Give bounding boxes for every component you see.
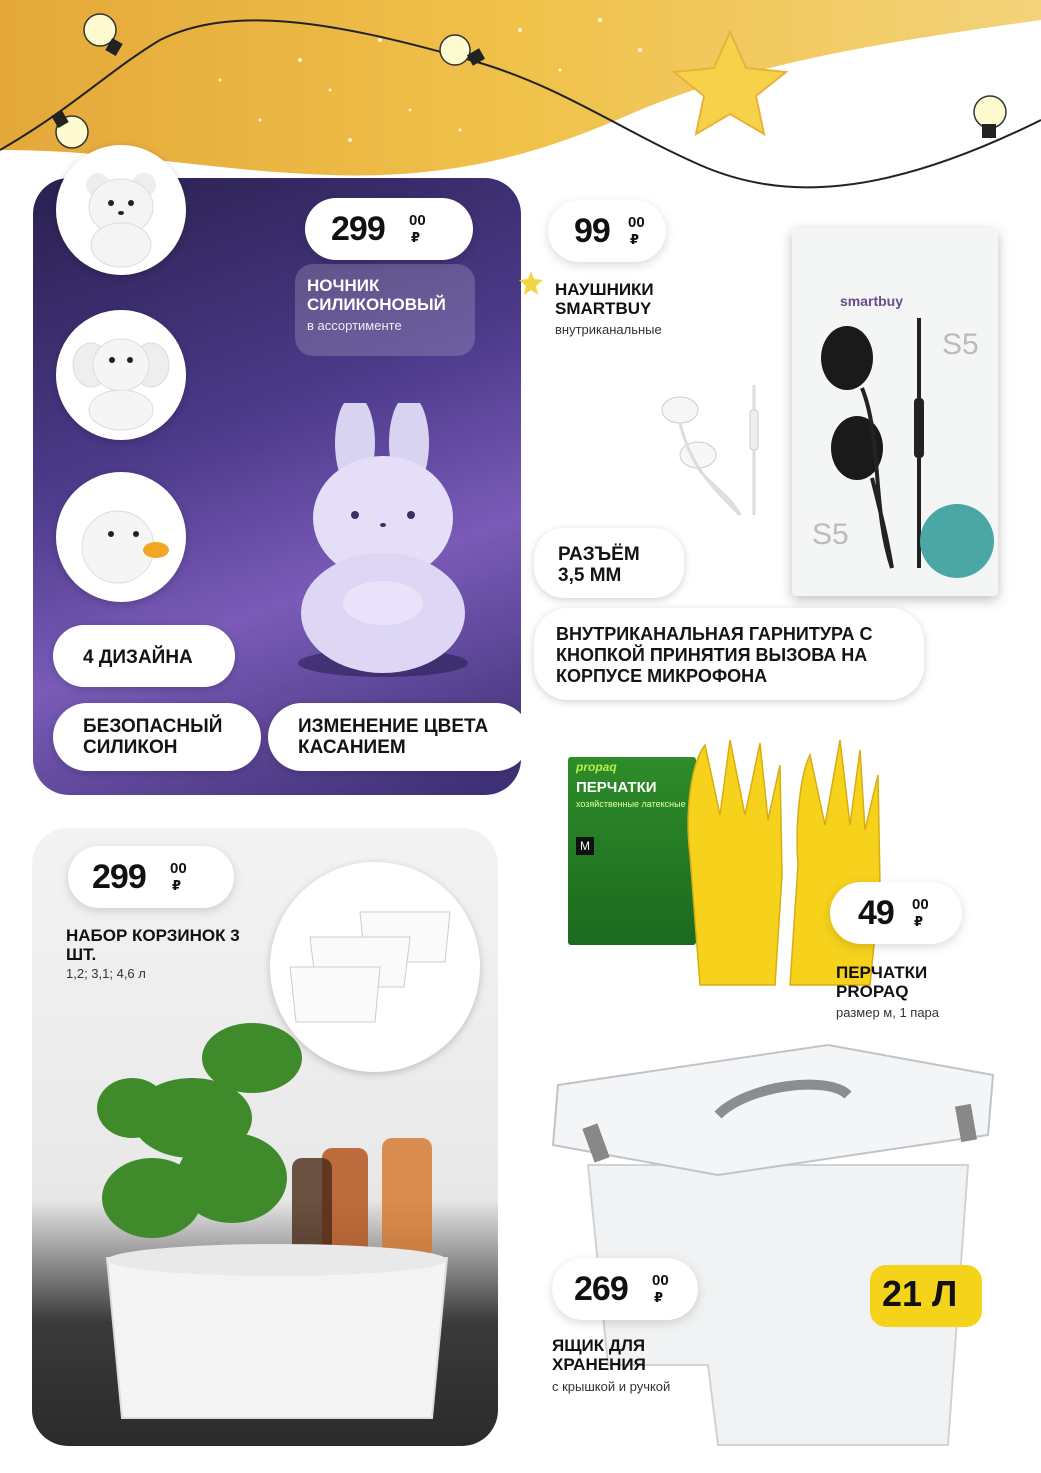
price-kopecks: 00: [652, 1272, 669, 1289]
currency-sign: ₽: [411, 230, 421, 245]
jack-label: РАЗЪЁМ 3,5 ММ: [558, 544, 640, 586]
gloves-package: [568, 757, 696, 945]
baskets-set-circle: [270, 862, 480, 1072]
elephant-lamp-icon: [56, 310, 186, 440]
pack-label: ПЕРЧАТКИ: [576, 779, 657, 796]
baskets-subtitle: 1,2; 3,1; 4,6 л: [66, 966, 146, 981]
white-earphones-image: [650, 375, 780, 525]
bear-lamp-icon: [56, 145, 186, 275]
headphones-description-panel: [534, 608, 924, 700]
box-model-label: S5: [942, 328, 979, 361]
box-brand-label: smartbuy: [840, 293, 904, 309]
design-circle-duck: [56, 472, 186, 602]
volume-badge: [870, 1265, 982, 1327]
nightlight-title: НОЧНИК СИЛИКОНОВЫЙ: [307, 276, 446, 314]
gloves-price-tag: [830, 882, 962, 944]
baskets-title: НАБОР КОРЗИНОК 3 ШТ.: [66, 926, 240, 964]
feature-silicone-label: БЕЗОПАСНЫЙ СИЛИКОН: [83, 716, 223, 758]
yellow-gloves-image: [680, 735, 900, 995]
box-model-label-bottom: S5: [812, 518, 849, 551]
basket-set-icon: [270, 862, 480, 1072]
gloves-title: ПЕРЧАТКИ PROPAQ: [836, 963, 928, 1001]
headphones-title: НАУШНИКИ SMARTBUY: [555, 280, 654, 318]
price-rubles: 299: [92, 858, 146, 896]
headphones-jack-pill: [534, 528, 684, 598]
feature-pill-touch: [268, 703, 521, 771]
duck-lamp-icon: [56, 472, 186, 602]
headphones-subtitle: внутриканальные: [555, 322, 662, 337]
currency-sign: ₽: [630, 232, 640, 247]
price-rubles: 269: [574, 1270, 628, 1308]
pack-size: M: [576, 837, 594, 855]
feature-touch-label: ИЗМЕНЕНИЕ ЦВЕТА КАСАНИЕМ: [298, 716, 489, 758]
storage-box-title: ЯЩИК ДЛЯ ХРАНЕНИЯ: [552, 1336, 646, 1374]
feature-pill-silicone: [53, 703, 261, 771]
headphones-price-tag: [548, 200, 666, 262]
currency-sign: ₽: [914, 914, 924, 929]
feature-designs-label: 4 ДИЗАЙНА: [83, 647, 193, 668]
headphones-description: ВНУТРИКАНАЛЬНАЯ ГАРНИТУРА С КНОПКОЙ ПРИНЯТИЯ ВЫЗОВА НА КОРПУСЕ МИКРОФОНА: [556, 624, 873, 686]
storage-box-subtitle: с крышкой и ручкой: [552, 1379, 671, 1394]
bunny-lamp-illustration: [283, 403, 483, 683]
nightlight-subtitle: в ассортименте: [307, 318, 402, 333]
currency-sign: ₽: [172, 878, 182, 893]
gloves-subtitle: размер м, 1 пара: [836, 1005, 940, 1020]
headphones-box: [792, 228, 998, 596]
price-kopecks: 00: [409, 212, 426, 229]
price-rubles: 99: [574, 212, 610, 250]
design-circle-elephant: [56, 310, 186, 440]
pack-sub: хозяйственные латексные: [576, 799, 686, 809]
pack-brand: propaq: [576, 760, 617, 774]
volume-label: 21 Л: [882, 1273, 958, 1314]
feature-pill-designs: [53, 625, 235, 687]
price-rubles: 49: [858, 894, 894, 932]
storage-box-price-tag: [552, 1258, 698, 1320]
design-circle-bear: [56, 145, 186, 275]
price-kopecks: 00: [912, 896, 929, 913]
currency-sign: ₽: [654, 1290, 664, 1305]
price-kopecks: 00: [170, 860, 187, 877]
box-teal-badge: [920, 504, 994, 578]
price-rubles: 299: [331, 210, 385, 248]
nightlight-price-tag: [305, 198, 473, 260]
baskets-price-tag: [68, 846, 234, 908]
star-badge-icon: [518, 270, 544, 296]
price-kopecks: 00: [628, 214, 645, 231]
